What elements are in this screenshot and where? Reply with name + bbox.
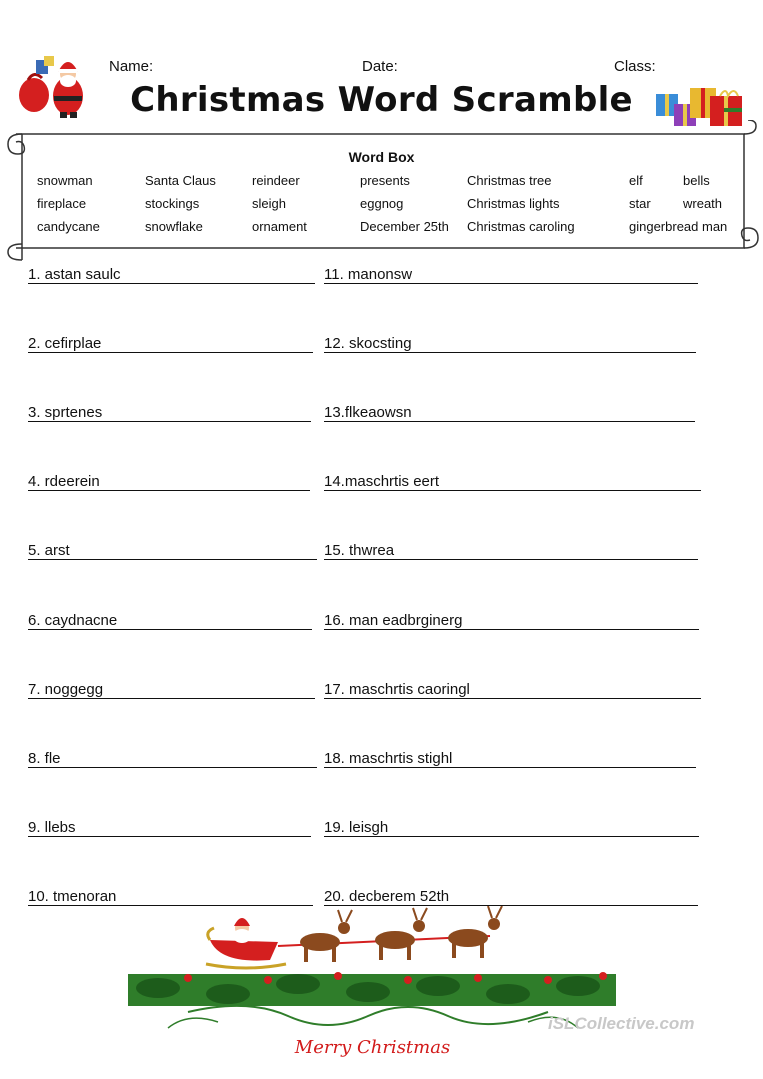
question-item [28,819,311,839]
scrambled-word: 10. tmenoran [28,888,117,905]
word-box-word: fireplace [37,196,87,211]
question-item [324,888,698,908]
answer-line[interactable] [28,836,311,837]
question-item [324,612,699,632]
class-label: Class: [614,58,656,75]
scrambled-word: 11. manonsw [324,266,413,283]
scrambled-word: 14.maschrtis eert [324,473,440,490]
question-item [28,335,313,355]
scrambled-word: 2. cefirplae [28,335,102,352]
word-box-scroll [0,120,763,270]
word-box-word: Christmas tree [467,173,552,188]
scrambled-word: 5. arst [28,542,70,559]
question-item [28,750,317,770]
word-box-word: snowman [37,173,93,188]
scrambled-word: 3. sprtenes [28,404,103,421]
answer-line[interactable] [28,421,311,422]
answer-line[interactable] [324,352,696,353]
word-box-word: reindeer [252,173,300,188]
question-item [28,888,313,908]
word-box-word: eggnog [360,196,404,211]
answer-line[interactable] [28,559,317,560]
scrambled-word: 15. thwrea [324,542,395,559]
scrambled-word: 7. noggegg [28,681,104,698]
scrambled-word: 1. astan saulc [28,266,121,283]
answer-line[interactable] [28,767,317,768]
answer-line[interactable] [324,421,695,422]
answer-line[interactable] [324,559,698,560]
answer-line[interactable] [28,629,312,630]
answer-line[interactable] [28,490,310,491]
holly-border-icon [128,970,618,1036]
answer-line[interactable] [28,352,313,353]
scrambled-word: 9. llebs [28,819,76,836]
word-box-word: bells [683,173,710,188]
question-item [324,819,699,839]
word-box-word: candycane [37,219,100,234]
merry-christmas-greeting: Merry Christmas [294,1037,451,1058]
scrambled-word: 20. decberem 52th [324,888,450,905]
word-box-word: stockings [145,196,200,211]
question-item [28,473,310,493]
question-item [324,542,698,562]
word-box-word: presents [360,173,410,188]
scrambled-word: 8. fle [28,750,61,767]
word-box-word: Christmas caroling [467,219,575,234]
answer-line[interactable] [324,629,699,630]
word-box-word: Santa Claus [145,173,216,188]
scrambled-word: 16. man eadbrginerg [324,612,463,629]
word-box-word: Christmas lights [467,196,560,211]
answer-line[interactable] [28,283,315,284]
word-box-word: ornament [252,219,307,234]
sleigh-reindeer-icon [200,906,530,972]
question-item [28,612,312,632]
word-box-title: Word Box [348,149,415,165]
word-box-word: wreath [683,196,723,211]
word-box-word: December 25th [360,219,449,234]
scrambled-word: 4. rdeerein [28,473,100,490]
scrambled-word: 19. leisgh [324,819,389,836]
answer-line[interactable] [324,767,696,768]
word-box-word: elf [629,173,643,188]
question-item [324,266,698,286]
scrambled-word: 18. maschrtis stighl [324,750,453,767]
answer-line[interactable] [28,698,315,699]
santa-icon [14,50,90,120]
question-item [324,681,701,701]
question-item [324,750,696,770]
scrambled-word: 6. caydnacne [28,612,118,629]
answer-line[interactable] [324,836,699,837]
watermark: iSLCollective.com [548,1014,695,1033]
question-item [28,542,317,562]
answer-line[interactable] [324,283,698,284]
word-box-word: snowflake [145,219,203,234]
name-label: Name: [109,58,154,75]
scrambled-word: 12. skocsting [324,335,412,352]
question-item [28,681,315,701]
answer-line[interactable] [324,490,701,491]
answer-line[interactable] [324,698,701,699]
question-item [324,335,696,355]
question-item [324,473,701,493]
scrambled-word: 17. maschrtis caoringl [324,681,470,698]
date-label: Date: [362,58,398,75]
word-box-word: gingerbread man [629,219,728,234]
word-box-word: star [629,196,651,211]
question-item [324,404,695,424]
word-box-word: sleigh [252,196,286,211]
scrambled-word: 13.flkeaowsn [324,404,412,421]
page-title: Christmas Word Scramble [130,80,633,120]
question-item [28,266,315,286]
question-item [28,404,311,424]
